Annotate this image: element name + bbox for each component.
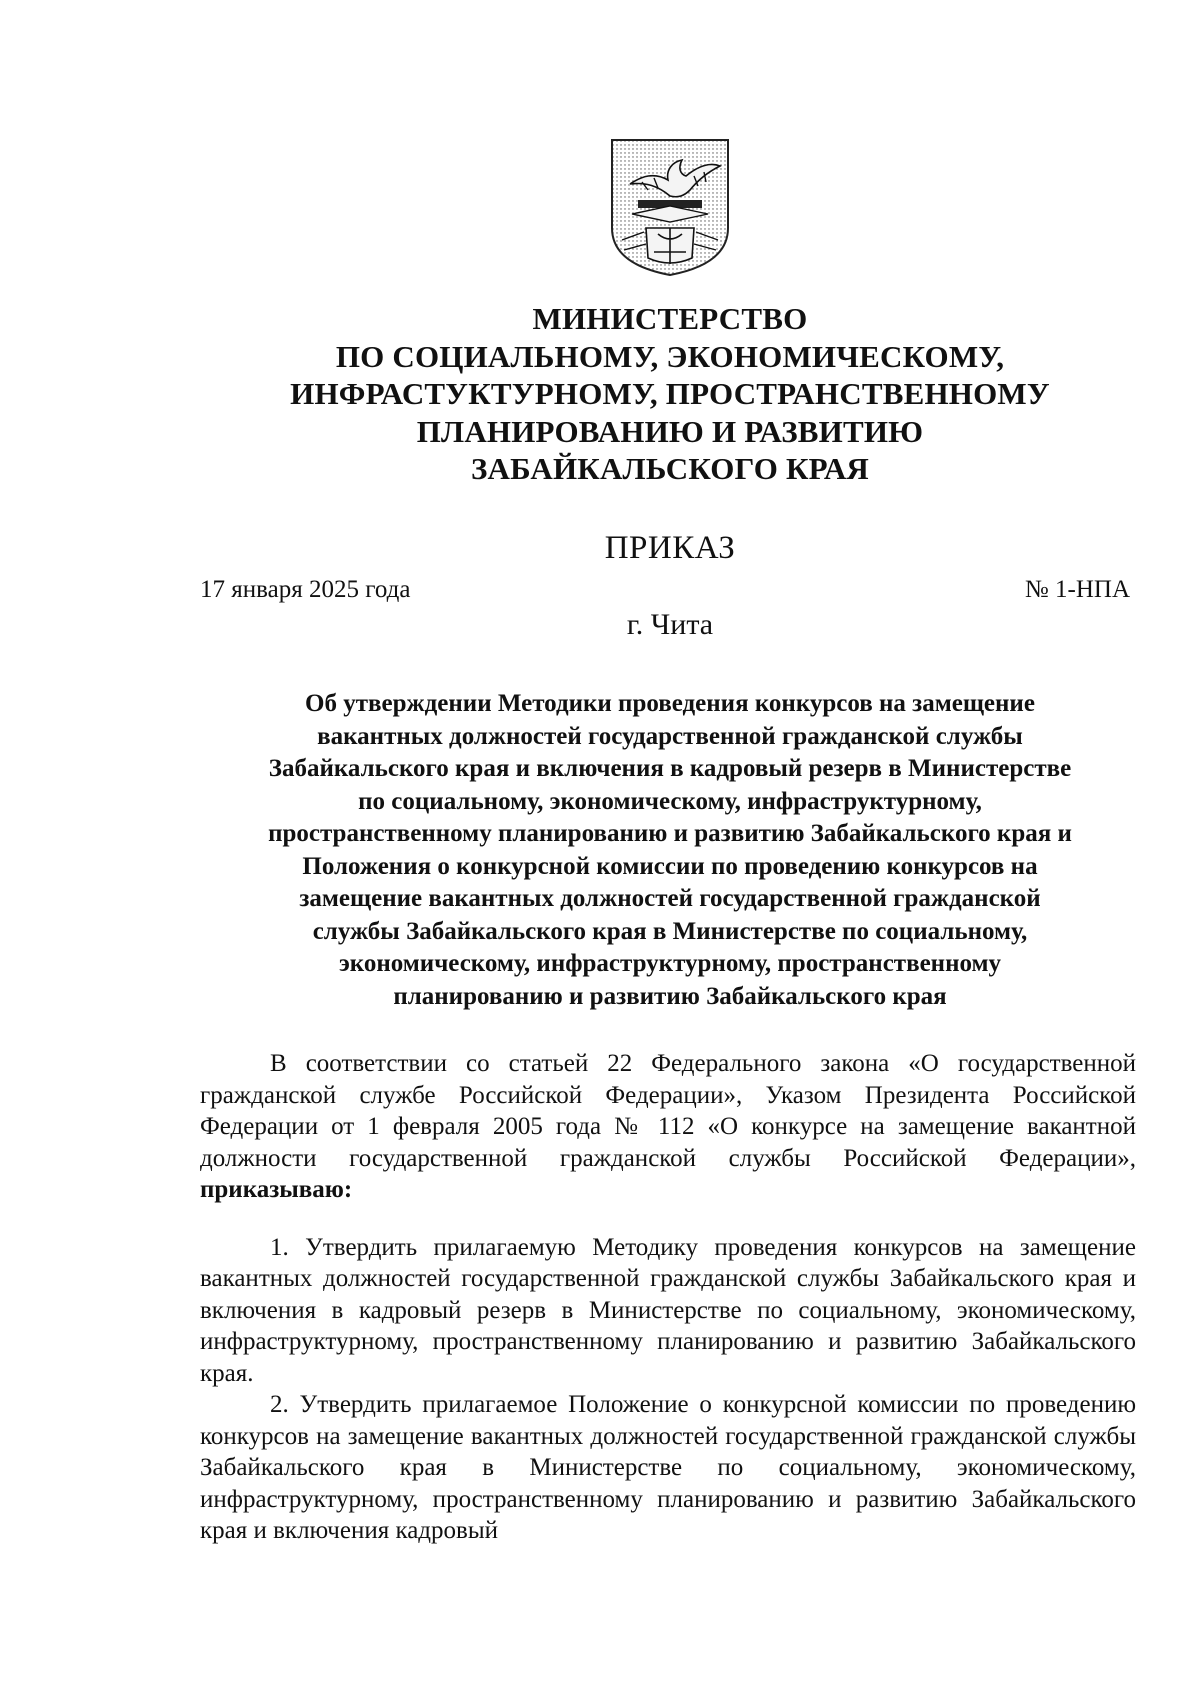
preamble-order-word: приказываю: [200,1176,353,1203]
ministry-line: ПО СОЦИАЛЬНОМУ, ЭКОНОМИЧЕСКОМУ, [335,338,1005,374]
subject-line: замещение вакантных должностей государственной гражданской [299,885,1041,912]
subject-line: экономическому, инфраструктурному, пространственному [338,950,1002,977]
ministry-line: ПЛАНИРОВАНИЮ И РАЗВИТИЮ [416,413,924,449]
preamble-text: В соответствии со статьей 22 Федерального закона «О государственной гражданской службе Российской Федерации», Указом Президента Российской Федерации от 1 февраля 2005 года № 112 «О конкурсе на замещение вакантной должности государственной гражданской службы Российской Федерации», [200,1050,1136,1172]
order-number: № 1-НПА [1024,576,1130,603]
order-subject [200,688,1140,1013]
order-date: 17 января 2025 года [200,576,411,603]
subject-line: вакантных должностей государственной гражданской службы [317,722,1023,750]
subject-line: пространственному планированию и развитию Забайкальского края и [268,820,1072,847]
ministry-line: ЗАБАЙКАЛЬСКОГО КРАЯ [470,451,870,486]
order-item-2: 2. Утвердить прилагаемое Положение о конкурсной комиссии по проведению конкурсов на замещение вакантных должностей государственной гражданской службы Забайкальского края в Министерстве по социальному, экономическому, инфраструктурному, пространственному планированию и развитию Забайкальского края и включения кадровый [200,1391,1136,1544]
subject-line: по социальному, экономическому, инфраструктурному, [358,787,982,815]
preamble-paragraph [200,1048,1136,1206]
subject-line: Забайкальского края и включения в кадровый резерв в Министерстве [268,755,1072,782]
subject-line: Об утверждении Методики проведения конкурсов на замещение [305,690,1035,717]
document-type: ПРИКАЗ [604,530,736,566]
subject-line: Положения о конкурсной комиссии по проведению конкурсов на [302,852,1038,880]
order-item-1: 1. Утвердить прилагаемую Методику проведения конкурсов на замещение вакантных должностей государственной гражданской службы Забайкальского края и включения в кадровый резерв в Министерстве по социальному, экономическому, инфраструктурному, пространственному планированию и развитию Забайкальского края. [200,1233,1136,1387]
subject-line: планированию и развитию Забайкальского края [393,982,947,1010]
coat-of-arms-icon [608,136,732,278]
ministry-line: МИНИСТЕРСТВО [532,301,808,336]
order-body [200,1048,1136,1547]
ministry-line: ИНФРАСТУКТУРНОМУ, ПРОСТРАНСТВЕННОМУ [290,376,1050,411]
order-city: г. Чита [626,608,714,641]
subject-line: службы Забайкальского края в Министерстве по социальному, [312,917,1028,945]
ministry-name [200,300,1140,488]
